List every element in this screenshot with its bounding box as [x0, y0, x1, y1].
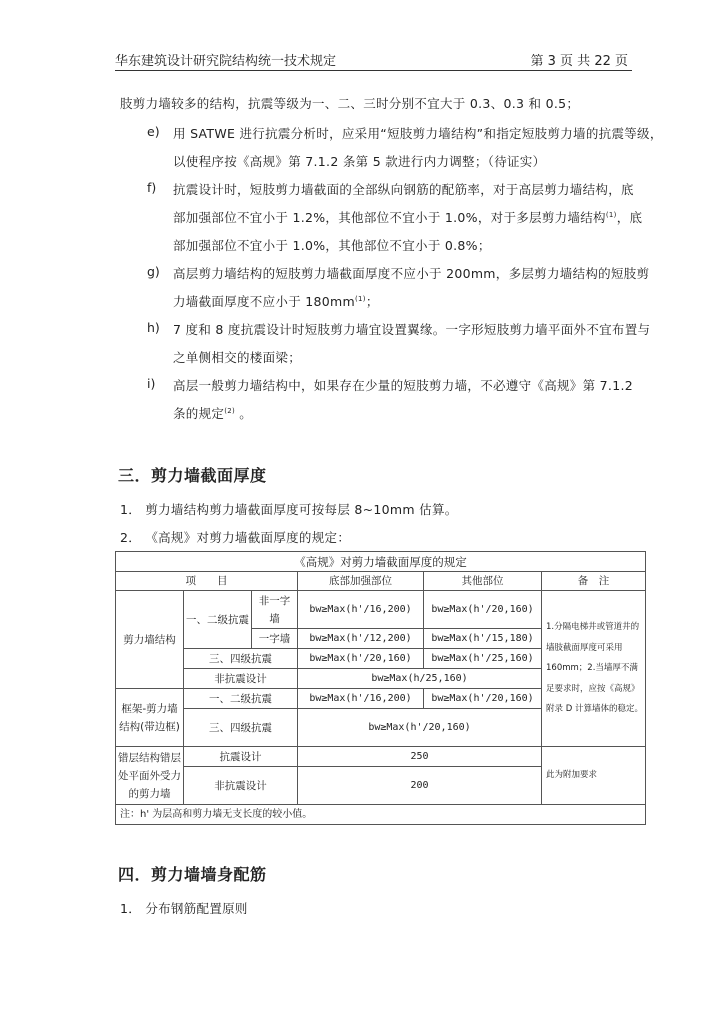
row-label: 三、四级抗震: [184, 709, 298, 747]
paragraph-line: 1． 剪力墙结构剪力墙截面厚度可按每层 8~10mm 估算。: [120, 502, 458, 517]
section-heading: 三．剪力墙截面厚度: [118, 466, 267, 485]
paragraph-line: 之单侧相交的楼面梁；: [173, 350, 302, 365]
paragraph-line: 部加强部位不宜小于 1.2%，其他部位不宜小于 1.0%，对于多层剪力墙结构$^{(1)}$，底: [173, 210, 643, 225]
paragraph-line: 1． 分布钢筋配置原则: [120, 901, 248, 916]
column-header: 底部加强部位: [298, 572, 424, 591]
table-cell: bw≥Max(h'/20,160): [424, 591, 542, 629]
paragraph-line: 部加强部位不宜小于 1.0%，其他部位不宜小于 0.8%；: [173, 238, 491, 253]
row-label: 一、二级抗震: [184, 689, 298, 709]
table-cell: bw≥Max(h'/16,200): [298, 591, 424, 629]
paragraph-line: 用 SATWE 进行抗震分析时，应采用“短肢剪力墙结构”和指定短肢剪力墙的抗震等级，: [173, 126, 663, 141]
paragraph-line: 条的规定$^{(2)}$ 。: [173, 406, 253, 421]
table-cell: bw≥Max(h'/12,200): [298, 629, 424, 649]
row-label: 三、四级抗震: [184, 649, 298, 669]
row-label: 一字墙: [252, 629, 298, 649]
list-marker: e): [147, 124, 160, 139]
paragraph-line: 高层一般剪力墙结构中，如果存在少量的短肢剪力墙，不必遵守《高规》第 7.1.2: [173, 378, 633, 393]
list-marker: i): [147, 376, 156, 391]
column-header: 备 注: [542, 572, 646, 591]
paragraph-line: 力墙截面厚度不应小于 $180mm^{(1)}$；: [173, 294, 379, 309]
page-header: [115, 50, 632, 71]
row-label: 非抗震设计: [184, 669, 298, 689]
remark-cell: 1.分隔电梯井或管道井的墙肢截面厚度可采用 160mm；2.当墙厚不满足要求时，应按《高规》附录 D 计算墙体的稳定。: [542, 591, 646, 747]
table-cell: bw≥Max(h'/20,160): [424, 689, 542, 709]
list-marker: h): [147, 320, 160, 335]
paragraph-line: 高层剪力墙结构的短肢剪力墙截面厚度不应小于 200mm，多层剪力墙结构的短肢剪: [173, 266, 650, 281]
paragraph-line: 7 度和 8 度抗震设计时短肢剪力墙宜设置翼缘。一字形短肢剪力墙平面外不宜布置与: [173, 322, 651, 337]
list-marker: g): [147, 264, 160, 279]
paragraph-line: 以使程序按《高规》第 7.1.2 条第 5 款进行内力调整；（待证实）: [173, 154, 546, 169]
paragraph-line: 抗震设计时，短肢剪力墙截面的全部纵向钢筋的配筋率，对于高层剪力墙结构，底: [173, 182, 634, 197]
thickness-table: [115, 551, 646, 825]
paragraph-line: 肢剪力墙较多的结构，抗震等级为一、二、三时分别不宜大于 0.3、0.3 和 0.5；: [120, 96, 580, 111]
table-footnote: 注：h' 为层高和剪力墙无支长度的较小值。: [116, 805, 646, 825]
column-header: 项 目: [116, 572, 298, 591]
paragraph-line: 2． 《高规》对剪力墙截面厚度的规定：: [120, 530, 351, 545]
table-cell: 200: [298, 767, 542, 805]
table-cell: bw≥Max(h'/20,160): [298, 649, 424, 669]
row-label: 抗震设计: [184, 747, 298, 767]
section-heading: 四．剪力墙墙身配筋: [118, 865, 267, 884]
table-caption: 《高规》对剪力墙截面厚度的规定: [116, 552, 646, 572]
table-cell: bw≥Max(h'/25,160): [424, 649, 542, 669]
document-title: 华东建筑设计研究院结构统一技术规定: [115, 54, 337, 69]
row-label: 非抗震设计: [184, 767, 298, 805]
row-group-label: 框架-剪力墙结构(带边框): [116, 689, 184, 747]
table-cell: bw≥Max(h/25,160): [298, 669, 542, 689]
row-group-label: 剪力墙结构: [116, 591, 184, 689]
row-label: 非一字墙: [252, 591, 298, 629]
list-marker: f): [147, 180, 157, 195]
table-cell: bw≥Max(h'/16,200): [298, 689, 424, 709]
page-number: 第 3 页 共 22 页: [530, 54, 628, 69]
table-cell: 250: [298, 747, 542, 767]
table-cell: bw≥Max(h'/15,180): [424, 629, 542, 649]
row-group-label: 错层结构错层处平面外受力的剪力墙: [116, 747, 184, 805]
remark-cell: 此为附加要求: [542, 747, 646, 805]
table-cell: bw≥Max(h'/20,160): [298, 709, 542, 747]
column-header: 其他部位: [424, 572, 542, 591]
row-subgroup-label: 一、二级抗震: [184, 591, 252, 649]
